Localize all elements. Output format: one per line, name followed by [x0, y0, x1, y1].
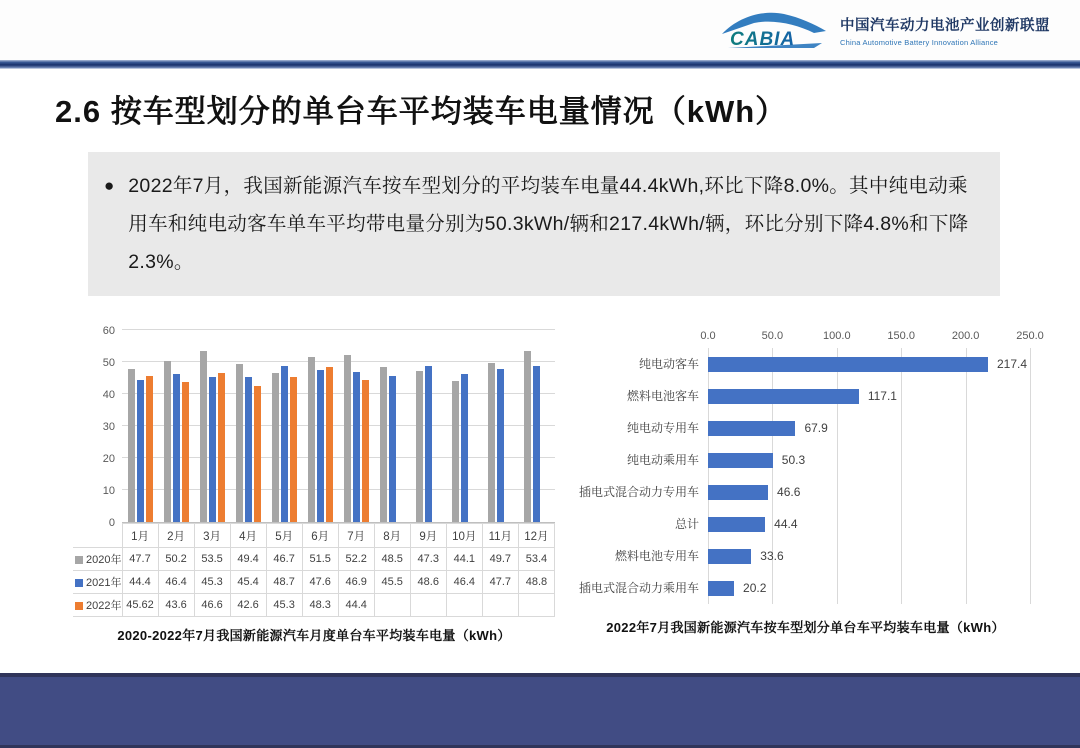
bar [164, 361, 171, 522]
value-label: 20.2 [743, 581, 767, 595]
category-label: 总计 [674, 517, 699, 531]
axis-tick-label: 50.0 [761, 330, 784, 342]
plot-area [708, 348, 1030, 604]
bar [137, 380, 144, 522]
month-header-cell: 11月 [482, 524, 518, 548]
legend-swatch-icon [75, 602, 83, 610]
table-cell: 53.4 [518, 548, 554, 571]
logo-wordmark: CABIA [730, 29, 796, 50]
table-cell: 45.5 [374, 571, 410, 594]
table-cell: 44.1 [446, 548, 482, 571]
bar-row [708, 508, 1030, 540]
table-cell: 45.4 [230, 571, 266, 594]
org-name-cn: 中国汽车动力电池产业创新联盟 [840, 17, 1050, 34]
bar-row [708, 572, 1030, 604]
bar-group [447, 331, 483, 522]
bar-group [158, 331, 194, 522]
category-label: 燃料电池专用车 [614, 549, 699, 563]
month-header-cell: 8月 [374, 524, 410, 548]
table-cell: 48.6 [410, 571, 446, 594]
table-cell: 48.8 [518, 571, 554, 594]
bar-group [338, 331, 374, 522]
summary-text: 2022年7月，我国新能源汽车按车型划分的平均装车电量44.4kWh,环比下降8.0%。其中纯电动乘用车和纯电动客车单车平均带电量分别为50.3kWh/辆和217.4kWh/辆，环比分别下降4.8%和下降2.3%。 [128, 175, 969, 273]
bar [209, 377, 216, 522]
table-cell: 46.7 [266, 548, 302, 571]
legend-cell: 2021年 [73, 571, 122, 594]
table-cell [482, 594, 518, 617]
bar [416, 371, 423, 522]
bar [708, 517, 765, 532]
table-header-row [73, 524, 555, 548]
bar [389, 376, 396, 522]
bar-groups [122, 331, 555, 522]
table-cell: 47.6 [302, 571, 338, 594]
category-labels [578, 348, 708, 604]
summary-box [88, 152, 1000, 296]
bar [272, 373, 279, 522]
y-axis [73, 325, 122, 529]
gridline [122, 329, 555, 330]
bar [497, 369, 504, 522]
table-cell: 53.5 [194, 548, 230, 571]
cabia-logo [718, 7, 1050, 53]
table-cell: 46.4 [158, 571, 194, 594]
page-title: 2.6 按车型划分的单台车平均装车电量情况（kWh） [55, 94, 788, 129]
cabia-logo-mark [718, 7, 830, 53]
bar [254, 386, 261, 522]
axis-tick-label: 30 [102, 421, 115, 433]
bar [353, 372, 360, 522]
table-cell: 49.4 [230, 548, 266, 571]
bar [146, 376, 153, 522]
bar [708, 453, 773, 468]
column-chart-plot-row [73, 325, 555, 529]
bar [533, 366, 540, 522]
bar-group [411, 331, 447, 522]
table-cell: 46.4 [446, 571, 482, 594]
table-cell: 47.7 [122, 548, 158, 571]
table-cell [446, 594, 482, 617]
axis-tick-label: 40 [102, 389, 115, 401]
bar [317, 370, 324, 522]
category-label: 纯电动客车 [638, 357, 699, 371]
bar [708, 581, 734, 596]
org-name-en: China Automotive Battery Innovation Alliance [840, 37, 999, 47]
bar-group [483, 331, 519, 522]
table-cell: 44.4 [122, 571, 158, 594]
bar [182, 382, 189, 522]
axis-tick-label: 250.0 [1016, 330, 1044, 342]
data-table [73, 523, 555, 617]
bar [380, 367, 387, 522]
legend-swatch-icon [75, 556, 83, 564]
table-row [73, 548, 555, 571]
bar-row [708, 476, 1030, 508]
bar [708, 549, 751, 564]
bar [200, 351, 207, 522]
axis-tick-label: 100.0 [823, 330, 851, 342]
bar [452, 381, 459, 522]
axis-tick-label: 60 [102, 325, 115, 337]
bar-group [230, 331, 266, 522]
bar [218, 373, 225, 522]
table-cell: 45.3 [194, 571, 230, 594]
table-cell: 43.6 [158, 594, 194, 617]
bar [344, 355, 351, 522]
table-cell: 51.5 [302, 548, 338, 571]
table-cell: 46.9 [338, 571, 374, 594]
gridline [1030, 348, 1031, 604]
header-divider [0, 60, 1080, 69]
month-header-cell: 9月 [410, 524, 446, 548]
bar [236, 364, 243, 522]
value-label: 50.3 [781, 453, 806, 467]
value-label: 117.1 [867, 389, 897, 403]
month-header-cell: 12月 [518, 524, 554, 548]
category-label: 燃料电池客车 [626, 389, 699, 403]
bar-group [375, 331, 411, 522]
table-cell [374, 594, 410, 617]
bar [708, 389, 859, 404]
axis-tick-label: 0 [108, 517, 115, 529]
table-cell [410, 594, 446, 617]
axis-tick-label: 10 [102, 485, 115, 497]
vehicle-type-bar-chart [578, 330, 1044, 636]
bar [308, 357, 315, 522]
month-header-cell: 5月 [266, 524, 302, 548]
value-label: 46.6 [777, 485, 801, 499]
month-header-cell: 6月 [302, 524, 338, 548]
monthly-column-chart [73, 318, 555, 644]
table-cell: 50.2 [158, 548, 194, 571]
bar [461, 374, 468, 522]
bar-row [708, 540, 1030, 572]
axis-tick-label: 150.0 [887, 330, 915, 342]
table-cell: 48.5 [374, 548, 410, 571]
value-label: 217.4 [997, 357, 1028, 371]
value-label: 67.9 [804, 421, 828, 435]
legend-swatch-icon [75, 579, 83, 587]
bar-row [708, 444, 1030, 476]
bar [708, 357, 988, 372]
left-chart-caption: 2020-2022年7月我国新能源汽车月度单台车平均装车电量（kWh） [117, 628, 511, 643]
value-label: 33.6 [760, 549, 784, 563]
bar [245, 377, 252, 522]
slide-footer [0, 673, 1080, 748]
table-cell: 46.6 [194, 594, 230, 617]
axis-tick-label: 20 [102, 453, 115, 465]
bullet-icon: ● [104, 176, 115, 195]
bar [362, 380, 369, 522]
bar [524, 351, 531, 522]
table-cell: 44.4 [338, 594, 374, 617]
bar-row [708, 412, 1030, 444]
table-row [73, 571, 555, 594]
axis-tick-label: 200.0 [951, 330, 980, 342]
x-axis [700, 330, 1044, 348]
bar [326, 367, 333, 522]
table-cell [518, 594, 554, 617]
bar-group [302, 331, 338, 522]
bar [281, 366, 288, 522]
bar [173, 374, 180, 522]
bar-chart-body [578, 348, 1033, 604]
month-header-cell: 4月 [230, 524, 266, 548]
category-label: 插电式混合动力乘用车 [578, 581, 699, 595]
category-label: 纯电动专用车 [626, 421, 699, 435]
bar-row [708, 380, 1030, 412]
bar [708, 421, 795, 436]
bar [708, 485, 768, 500]
table-cell: 42.6 [230, 594, 266, 617]
month-header-cell: 1月 [122, 524, 158, 548]
bar [128, 369, 135, 522]
table-cell: 52.2 [338, 548, 374, 571]
table-cell: 45.3 [266, 594, 302, 617]
table-cell: 49.7 [482, 548, 518, 571]
table-cell: 48.3 [302, 594, 338, 617]
bar-group [194, 331, 230, 522]
legend-cell: 2020年 [73, 548, 122, 571]
legend-cell: 2022年 [73, 594, 122, 617]
axis-tick-label: 0.0 [700, 330, 716, 342]
value-label: 44.4 [774, 517, 798, 531]
bar-row [708, 348, 1030, 380]
month-header-cell: 3月 [194, 524, 230, 548]
table-cell: 45.62 [122, 594, 158, 617]
bar [425, 366, 432, 522]
table-cell: 47.7 [482, 571, 518, 594]
table-cell: 47.3 [410, 548, 446, 571]
plot-area [122, 331, 555, 523]
bar-group [266, 331, 302, 522]
right-chart-caption: 2022年7月我国新能源汽车按车型划分单台车平均装车电量（kWh） [606, 620, 1005, 635]
bar-group [519, 331, 555, 522]
category-label: 纯电动乘用车 [626, 453, 699, 467]
bar [290, 377, 297, 522]
table-cell: 48.7 [266, 571, 302, 594]
bar-group [122, 331, 158, 522]
axis-tick-label: 50 [102, 357, 115, 369]
month-header-cell: 7月 [338, 524, 374, 548]
month-header-cell: 10月 [446, 524, 482, 548]
month-header-cell: 2月 [158, 524, 194, 548]
category-label: 插电式混合动力专用车 [578, 485, 699, 499]
table-row [73, 594, 555, 617]
bar [488, 363, 495, 522]
org-names [840, 14, 1050, 47]
slide-header [0, 0, 1080, 60]
